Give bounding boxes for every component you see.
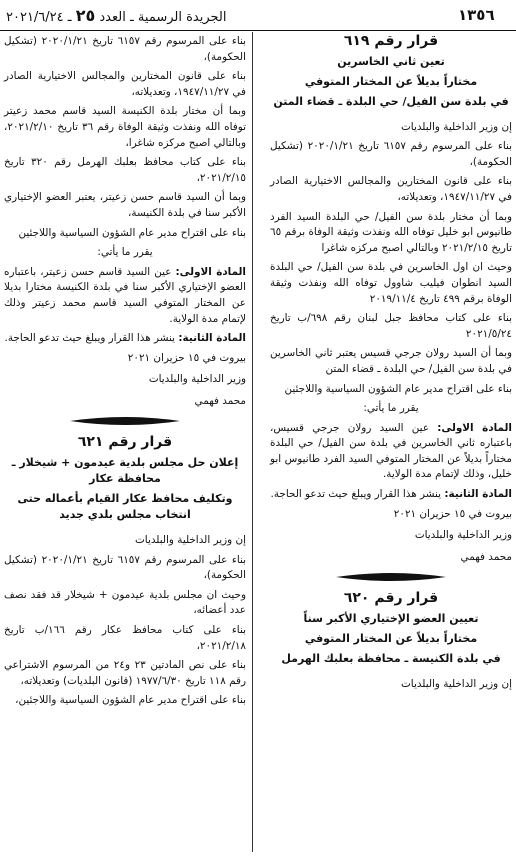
- decision-number: قرار رقم ٦٢١: [77, 434, 173, 451]
- decision-title-line: في بلدة سن الفيل/ حي البلدة ـ قضاء المتن: [273, 94, 509, 108]
- issue-number: ٢٥: [75, 6, 96, 25]
- minister-title: وزير الداخلية والبلديات: [148, 373, 246, 386]
- article-label: المادة الثانية:: [178, 332, 246, 345]
- recital: بناء على قانون المختارين والمجالس الاختيارية الصادر في ١٩٤٧/١١/٢٧، وتعديلاته،: [4, 70, 246, 98]
- separator-ornament: [4, 415, 246, 429]
- minister-name: محمد فهمي: [460, 550, 512, 563]
- gazette-name: الجريدة الرسمية ـ العدد: [99, 10, 227, 25]
- decision-number: قرار رقم ٦٢٠: [343, 590, 439, 607]
- place-date: بيروت في ١٥ حزيران ٢٠٢١: [127, 351, 246, 364]
- article-2: [270, 487, 512, 503]
- recital: وحيث ان مجلس بلدية عيدمون + شيخلار قد فقد نصف عدد أعضائه،: [4, 588, 246, 617]
- page-header: [0, 0, 516, 31]
- left-column: [4, 34, 246, 713]
- recital: وبما أن السيد رولان جرجي قسيس يعتبر ثاني الخاسرين في بلدة سن الفيل/ حي البلدة ـ قضاء المتن: [270, 347, 512, 375]
- recital: بناء على اقتراح مدير عام الشؤون السياسية واللاجئين،: [15, 694, 246, 707]
- recital: وبما أن مختار بلدة الكنيسة السيد قاسم محمد زعيتر توفاه الله ونفذت وثيقة الوفاة رقم ٣٦ تاريخ ٢٠٢١/٢/١٠، وبالتالي اصبح مركزه شاغرا،: [4, 105, 247, 149]
- article-text: ينشر هذا القرار ويبلغ حيث تدعو الحاجة.: [4, 332, 179, 345]
- decision-621-heading: [4, 435, 246, 523]
- article-1: [4, 265, 246, 327]
- decision-title-line: مختاراً بديلاً عن المختار المتوفي: [304, 632, 478, 646]
- recital: بناء على المرسوم رقم ٦١٥٧ تاريخ ٢٠٢٠/١/٢١ (تشكيل الحكومة)،: [4, 35, 247, 63]
- recital: بناء على المرسوم رقم ٦١٥٧ تاريخ ٢٠٢٠/١/٢١ (تشكيل الحكومة)،: [4, 553, 247, 582]
- minister-intro: إن وزير الداخلية والبلديات: [401, 120, 512, 133]
- column-divider: [252, 32, 253, 852]
- article-label: المادة الاولى:: [175, 265, 246, 278]
- recital: بناء على كتاب محافظ بعلبك الهرمل رقم ٣٢٠ تاريخ ٢٠٢١/٢/١٥،: [4, 156, 246, 184]
- decision-title-line: تعين ثاني الخاسرين: [337, 54, 445, 68]
- decision-title-line: مختاراً بديلاً عن المختار المتوفي: [304, 74, 478, 88]
- gazette-title: الجريدة الرسمية ـ العدد ٢٥ ـ ٢٠٢١/٦/٢٤: [6, 6, 227, 25]
- article-1: [270, 421, 512, 483]
- article-text: ينشر هذا القرار ويبلغ حيث تدعو الحاجة.: [270, 488, 445, 501]
- separator-ornament: [270, 571, 512, 585]
- decision-number: قرار رقم ٦١٩: [343, 33, 439, 49]
- page-number: ١٣٥٦: [458, 6, 495, 24]
- decides-line: يقرر ما يأتي:: [363, 402, 419, 415]
- article-text: عين السيد رولان جرجي قسيس، باعتباره ثاني الخاسرين في بلدة سن الفيل/ حي البلدة مختاراً بديلاً عن المختار المتوفي السيد الفرد طانيوس ابو خليل، وذلك لإتمام مدة الولاية.: [270, 421, 512, 481]
- minister-intro: إن وزير الداخلية والبلديات: [401, 678, 512, 691]
- recital: بناء على المرسوم رقم ٦١٥٧ تاريخ ٢٠٢٠/١/٢١ (تشكيل الحكومة)،: [270, 140, 513, 168]
- decision-title-line: في بلدة الكنيسة ـ محافظة بعلبك الهرمل: [281, 652, 501, 666]
- minister-title: وزير الداخلية والبلديات: [414, 529, 512, 542]
- recital: بناء على اقتراح مدير عام الشؤون السياسية واللاجئين: [18, 226, 246, 239]
- recital: بناء على قانون المختارين والمجالس الاختيارية الصادر في ١٩٤٧/١١/٢٧، وتعديلاته،: [270, 175, 512, 203]
- recital: بناء على كتاب محافظ جبل لبنان رقم ٦٩٨/ب تاريخ ٢٠٢١/٥/٢٤: [270, 312, 512, 340]
- article-label: المادة الاولى:: [437, 421, 512, 434]
- article-label: المادة الثانية:: [444, 488, 512, 501]
- decision-title-line: إعلان حل مجلس بلدية عيدمون + شيخلار ـ محافظة عكار: [11, 456, 239, 486]
- decides-line: يقرر ما يأتي:: [97, 246, 153, 259]
- article-text: عين السيد قاسم حسن زعيتر، باعتباره العضو الإختياري الأكبر سنا في بلدة الكنيسة مختارا بديلا عن المختار المتوفي السيد قاسم محمد زعيتر وذلك لإتمام مدة الولاية.: [4, 265, 246, 325]
- decision-title-line: تعيين العضو الإختياري الأكبر سناً: [303, 612, 479, 626]
- minister-name: محمد فهمي: [194, 394, 246, 407]
- recital: بناء على اقتراح مدير عام الشؤون السياسية واللاجئين: [284, 382, 512, 395]
- signature-block: [270, 507, 512, 566]
- recital: وحيث ان اول الخاسرين في بلدة سن الفيل/ حي البلدة السيد انطوان فيليب شاوول توفاه الله ونفذت وثيقة الوفاة برقم ٤٩٩ تاريخ ٢٠١٩/١١/٤: [270, 261, 512, 305]
- right-column: [270, 34, 512, 697]
- recital: وبما أن مختار بلدة سن الفيل/ حي البلدة السيد الفرد طانيوس ابو خليل توفاه الله ونفذت وثيقة الوفاة برقم ٦٥ تاريخ ٢٠٢١/٢/١٥ وبالتالي اصبح مركزه شاغرا: [270, 210, 512, 254]
- signature-block: [4, 351, 246, 410]
- minister-intro: إن وزير الداخلية والبلديات: [135, 534, 246, 547]
- place-date: بيروت في ١٥ حزيران ٢٠٢١: [393, 507, 512, 520]
- article-2: [4, 331, 246, 347]
- decision-title-line: وتكليف محافظ عكار القيام بأعماله حتى انتخاب مجلس بلدي جديد: [17, 492, 233, 522]
- decision-620-heading: [270, 591, 512, 667]
- recital: بناء على نص المادتين ٢٣ و٢٤ من المرسوم الاشتراعي رقم ١١٨ تاريخ ١٩٧٧/٦/٣٠ (قانون البلديات) وتعديلاته،: [4, 659, 246, 687]
- recital: وبما أن السيد قاسم حسن زعيتر، يعتبر العضو الإختياري الأكبر سنا في بلدة الكنيسة،: [4, 191, 246, 219]
- recital: بناء على كتاب محافظ عكار رقم ١٦٦/ب تاريخ ٢٠٢١/٢/١٨،: [4, 624, 246, 652]
- issue-date: ٢٠٢١/٦/٢٤: [6, 10, 64, 25]
- decision-619-heading: [270, 34, 512, 110]
